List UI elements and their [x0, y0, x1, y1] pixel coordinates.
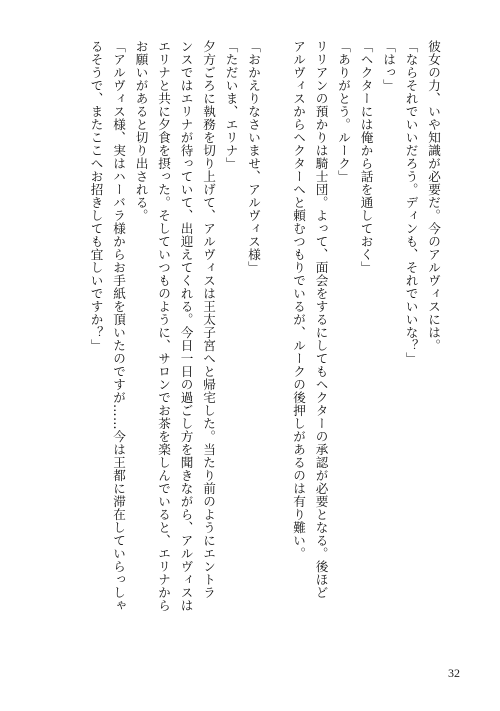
text-line: 「ありがとう。ルーク」 — [336, 40, 351, 183]
text-line: アルヴィスからヘクターへと頼むつもりでいるが、ルークの後押しがあるのは有り難い。 — [291, 40, 306, 560]
text-line: リリアンの預かりは騎士団。よって、面会をするにしてもヘクターの承認が必要となる。後ほど — [313, 40, 329, 599]
text-line: るそうで、またここへお招きしても宜しいですか？」 — [88, 40, 104, 352]
text-line: エリナと共に夕食を摂った。そしていつものように、サロンでお茶を楽しんでいると、エリナから — [156, 40, 171, 612]
text-line: 「ヘクターには俺から話を通しておく」 — [358, 40, 374, 274]
text-line: 「おかえりなさいませ、アルヴィス様」 — [246, 40, 261, 274]
text-line: 彼女の力、いや知識が必要だ。今のアルヴィスには。 — [426, 40, 441, 352]
text-line: ンスではエリナが待っていて、出迎えてくれる。今日一日の過ごし方を聞きながら、アルヴィスは — [178, 40, 194, 612]
text-line: 「ただいま、エリナ」 — [223, 40, 239, 170]
text-line: 「ならそれでいいだろう。ディンも、それでいいな？」 — [403, 40, 419, 365]
page-number: 32 — [448, 666, 460, 680]
text-line: 夕方ごろに執務を切り上げて、アルヴィスは王太子宮へと帰宅した。当たり前のようにエントラ — [201, 40, 216, 599]
text-line: 「アルヴィス様、実はハーバラ様からお手紙を頂いたのですが……今は王都に滞在していらっしゃ — [111, 40, 126, 612]
text-line: 「はっ」 — [381, 40, 396, 92]
section-break — [264, 40, 287, 620]
vertical-text-body — [44, 40, 444, 620]
text-line: お願いがあると切り出される。 — [133, 40, 149, 222]
